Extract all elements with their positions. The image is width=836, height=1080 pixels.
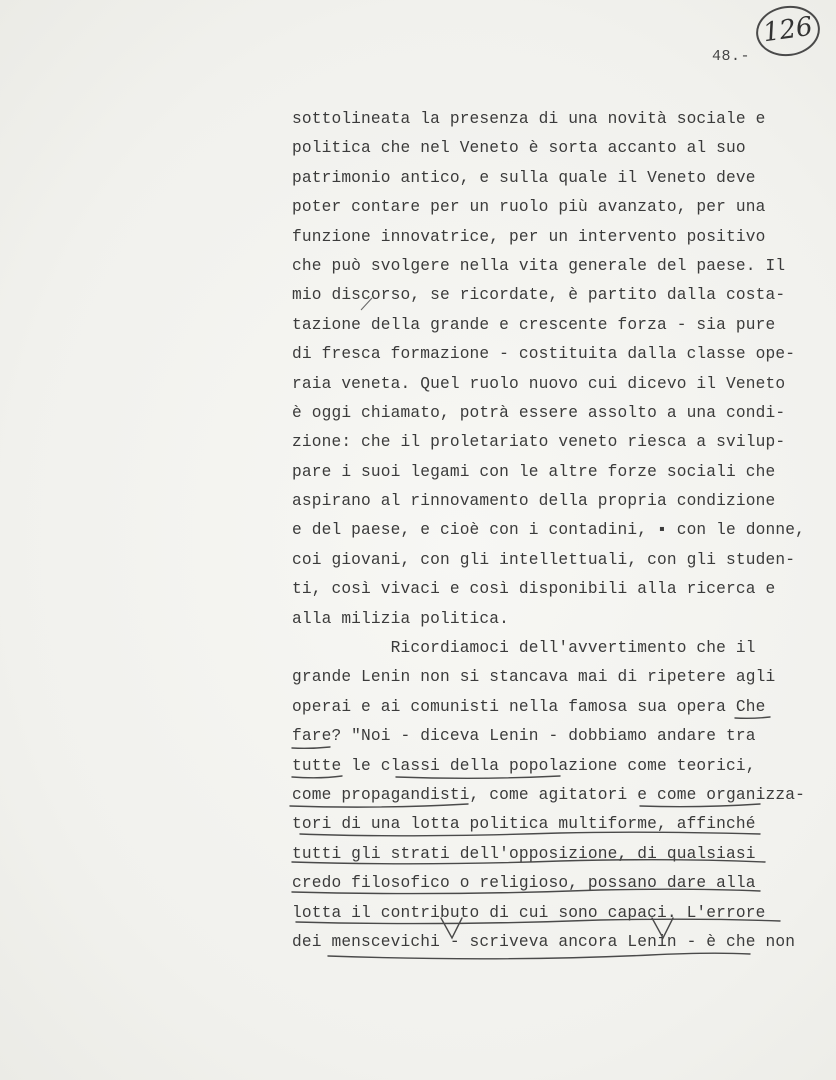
text-line: credo filosofico o religioso, possano dare alla — [292, 874, 756, 893]
text-line: e del paese, e cioè con i contadini, ▪ con le donne, — [292, 521, 805, 540]
text-line: alla milizia politica. — [292, 609, 510, 628]
text-line: operai e ai comunisti nella famosa sua opera Che — [292, 697, 766, 716]
text-line: Ricordiamoci dell'avvertimento che il — [292, 639, 756, 658]
page-number: 48.- — [712, 48, 751, 65]
text-line: dei menscevichi - scriveva ancora Lenin - è che non — [292, 932, 796, 951]
text-line: di fresca formazione - costituita dalla classe ope- — [292, 345, 796, 364]
text-line: sottolineata la presenza di una novità sociale e — [292, 110, 766, 128]
text-line: raia veneta. Quel ruolo nuovo cui dicevo il Veneto — [292, 374, 786, 393]
text-line: zione: che il proletariato veneto riesca a svilup- — [292, 433, 786, 452]
text-line: politica che nel Veneto è sorta accanto al suo — [292, 139, 746, 158]
text-line: che può svolgere nella vita generale del paese. Il — [292, 256, 786, 275]
text-line: lotta il contributo di cui sono capaci. L'errore — [292, 903, 766, 922]
text-line: è oggi chiamato, potrà essere assolto a una condi- — [292, 403, 786, 422]
archive-number-stamp: 126 — [753, 2, 823, 60]
text-line: tazione della grande e crescente forza - sia pure — [292, 315, 776, 334]
text-line: aspirano al rinnovamento della propria condizione — [292, 492, 776, 511]
text-line: mio discorso, se ricordate, è partito dalla costa- — [292, 286, 786, 305]
text-line: grande Lenin non si stancava mai di ripetere agli — [292, 668, 776, 687]
text-line: coi giovani, con gli intellettuali, con gli studen- — [292, 550, 796, 569]
typewritten-body — [292, 105, 812, 957]
text-line: tori di una lotta politica multiforme, affinché — [292, 815, 756, 834]
text-line: poter contare per un ruolo più avanzato, per una — [292, 198, 766, 217]
text-line: funzione innovatrice, per un intervento positivo — [292, 227, 766, 246]
text-line: patrimonio antico, e sulla quale il Veneto deve — [292, 168, 756, 187]
text-line: come propagandisti, come agitatori e come organizza- — [292, 785, 805, 804]
text-line: ti, così vivaci e così disponibili alla ricerca e — [292, 580, 776, 599]
text-line: tutte le classi della popolazione come teorici, — [292, 756, 756, 775]
text-line: pare i suoi legami con le altre forze sociali che — [292, 462, 776, 481]
text-line: fare? "Noi - diceva Lenin - dobbiamo andare tra — [292, 727, 756, 746]
text-line: tutti gli strati dell'opposizione, di qualsiasi — [292, 844, 756, 863]
